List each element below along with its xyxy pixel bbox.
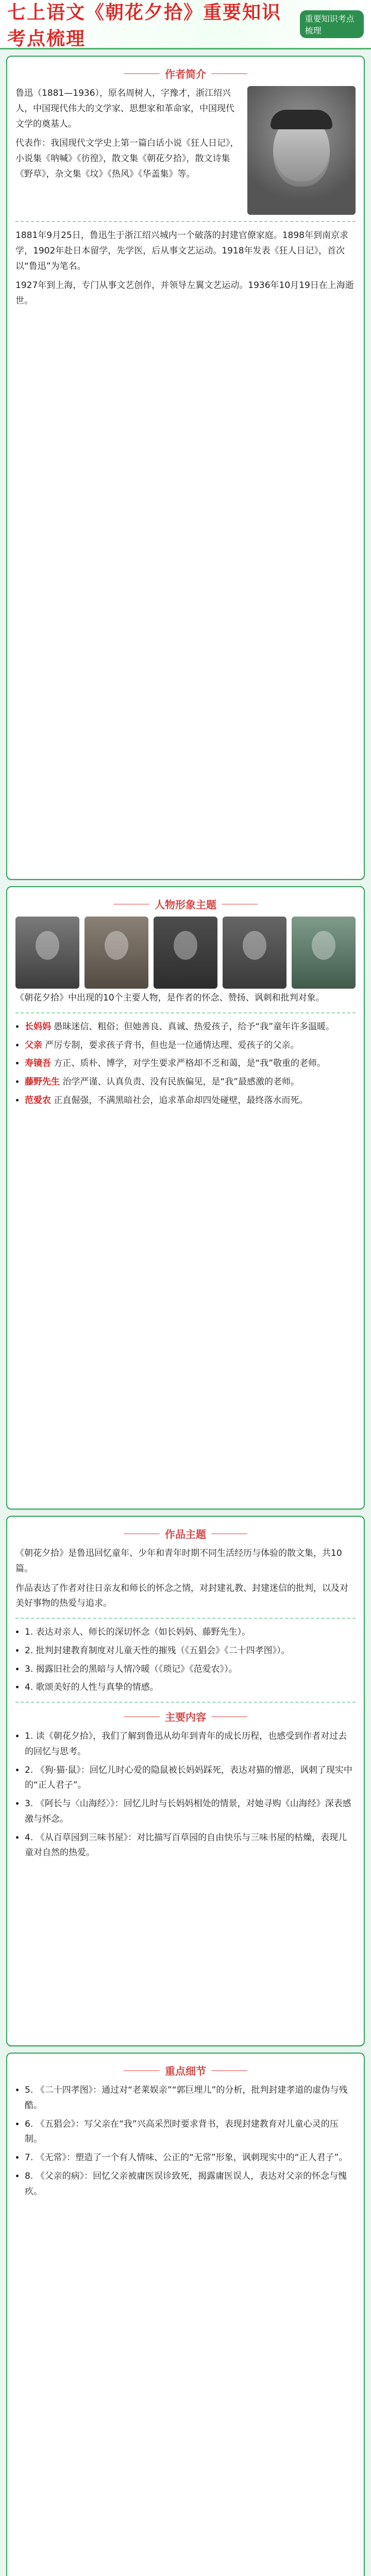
wing-left [124, 1533, 160, 1534]
author-head-text: 作者简介 [165, 68, 206, 80]
portrait-image [247, 86, 356, 215]
person-photo-4 [223, 917, 286, 989]
content-head [15, 1709, 356, 1724]
wing-right [211, 1533, 247, 1534]
theme-points [15, 1625, 356, 1696]
person-item [25, 1056, 356, 1072]
details-item: • 6. 《五猖会》：写父亲在“我”兴高采烈时要求背书，表现封建教育对儿童心灵的压制。 [25, 2117, 356, 2148]
theme-point: • 2. 批判封建教育制度对儿童天性的摧残（《五猖会》《二十四孝图》）。 [25, 1643, 356, 1659]
person-name: 长妈妈 [25, 1021, 51, 1032]
wing-right [211, 1716, 247, 1717]
wing-right [211, 73, 247, 74]
title-bar [0, 0, 371, 49]
person-name: 父亲 [25, 1040, 42, 1050]
details-list [15, 2083, 356, 2199]
page-title: 七上语文《朝花夕拾》重要知识考点梳理 [7, 2, 282, 49]
content-item: • 3. 《阿长与〈山海经〉》：回忆儿时与长妈妈相处的情景，对她寻购《山海经》深表感激与怀念。 [25, 1797, 356, 1827]
theme-paragraph-2: 作品表达了作者对往日亲友和师长的怀念之情，对封建礼教、封建迷信的批判，以及对美好事物的热爱与追求。 [15, 1583, 348, 1609]
people-head [15, 896, 356, 911]
person-photo-2 [85, 917, 148, 989]
person-photo-5 [292, 917, 356, 989]
details-item: • 7. 《无常》：塑造了一个有人情味、公正的“无常”形象，讽刺现实中的“正人君子”。 [25, 2150, 356, 2166]
person-item [25, 1020, 356, 1035]
wing-right [211, 2070, 247, 2071]
people-divider [15, 1012, 356, 1013]
content-head-text: 主要内容 [165, 1711, 206, 1723]
portrait-hair [271, 110, 332, 129]
author-paragraph-1: 鲁迅（1881—1936），原名周树人，字豫才，浙江绍兴人，中国现代伟大的文学家、思想家和革命家，中国现代文学的奠基人。 [15, 88, 234, 129]
details-panel [6, 2053, 365, 2576]
wing-left [124, 2070, 160, 2071]
person-item [25, 1093, 356, 1109]
theme-panel [6, 1516, 365, 2046]
details-head-text: 重点细节 [165, 2065, 206, 2077]
details-item: • 8. 《父亲的病》：回忆父亲被庸医误诊致死，揭露庸医误人，表达对父亲的怀念与愧疚。 [25, 2169, 356, 2200]
author-row [15, 86, 356, 215]
people-panel [6, 886, 365, 1510]
theme-divider [15, 1618, 356, 1619]
title-badge: 重要知识考点梳理 [300, 10, 364, 38]
person-item [25, 1038, 356, 1054]
content-divider [15, 1702, 356, 1703]
person-name: 范爱农 [25, 1095, 51, 1106]
person-photo-1 [15, 917, 79, 989]
people-head-text: 人物形象主题 [155, 899, 216, 911]
content-item: • 4. 《从百草园到三味书屋》：对比描写百草园的自由快乐与三味书屋的枯燥，表现儿童对自然的热爱。 [25, 1831, 356, 1861]
content-item: • 1. 读《朝花夕拾》，我们了解到鲁迅从幼年到青年的成长历程，也感受到作者对过去的回忆与思考。 [25, 1729, 356, 1760]
author-paragraph-3: 1881年9月25日，鲁迅生于浙江绍兴城内一个破落的封建官僚家庭。1898年到南京求学，1902年赴日本留学，先学医，后从事文艺运动。1918年发表《狂人日记》，首次以“鲁迅”为笔名。 [15, 230, 348, 272]
author-paragraph-4: 1927年到上海，专门从事文艺创作，并领导左翼文艺运动。1936年10月19日在上海逝世。 [15, 280, 354, 306]
theme-point: • 3. 揭露旧社会的黑暗与人情冷暖（《琐记》《范爱农》）。 [25, 1662, 356, 1677]
people-list [15, 1020, 356, 1109]
content-list [15, 1729, 356, 1861]
content-item: • 2. 《狗·猫·鼠》：回忆儿时心爱的隐鼠被长妈妈踩死，表达对猫的憎恶，讽刺了现实中的“正人君子”。 [25, 1763, 356, 1794]
person-text: 正直倔强，不满黑暗社会，追求革命却四处碰壁，最终落水而死。 [54, 1095, 308, 1106]
wing-left [124, 73, 160, 74]
author-divider [15, 221, 356, 222]
person-name: 藤野先生 [25, 1077, 60, 1087]
theme-point: • 1. 表达对亲人、师长的深切怀念（如长妈妈、藤野先生）。 [25, 1625, 356, 1640]
person-text: 方正、质朴、博学，对学生要求严格却不乏和蔼，是“我”敬重的老师。 [54, 1058, 326, 1069]
wing-right [222, 904, 258, 905]
author-head [15, 66, 356, 81]
theme-point: • 4. 歌颂美好的人性与真挚的情感。 [25, 1680, 356, 1696]
theme-head [15, 1526, 356, 1541]
author-portrait [247, 86, 356, 215]
details-head [15, 2063, 356, 2078]
person-name: 寿镜吾 [25, 1058, 51, 1069]
person-text: 治学严谨、认真负责、没有民族偏见，是“我”最感激的老师。 [62, 1077, 300, 1087]
person-text: 愚昧迷信、粗俗；但她善良、真诚、热爱孩子，给予“我”童年许多温暖。 [54, 1021, 335, 1032]
wing-left [113, 904, 149, 905]
author-paragraph-2: 代表作：我国现代文学史上第一篇白话小说《狂人日记》，小说集《呐喊》《彷徨》，散文集《朝花夕拾》，散文诗集《野草》，杂文集《坟》《热风》《华盖集》等。 [15, 138, 239, 179]
person-text: 严厉专制，要求孩子背书，但也是一位通情达理、爱孩子的父亲。 [45, 1040, 299, 1050]
author-text-col [15, 86, 241, 215]
theme-paragraph-1: 《朝花夕拾》是鲁迅回忆童年、少年和青年时期不同生活经历与体验的散文集，共10篇。 [15, 1548, 342, 1574]
person-item [25, 1075, 356, 1090]
person-photo-3 [154, 917, 217, 989]
wing-left [124, 1716, 160, 1717]
details-item: • 5. 《二十四孝图》：通过对“老莱娱亲”“郭巨埋儿”的分析，批判封建孝道的虚伪与残酷。 [25, 2083, 356, 2114]
author-panel [6, 56, 365, 880]
theme-head-text: 作品主题 [165, 1528, 206, 1540]
people-desc: 《朝花夕拾》中出现的10个主要人物，是作者的怀念、赞扬、讽刺和批判对象。 [15, 993, 325, 1003]
people-grid [15, 917, 356, 989]
